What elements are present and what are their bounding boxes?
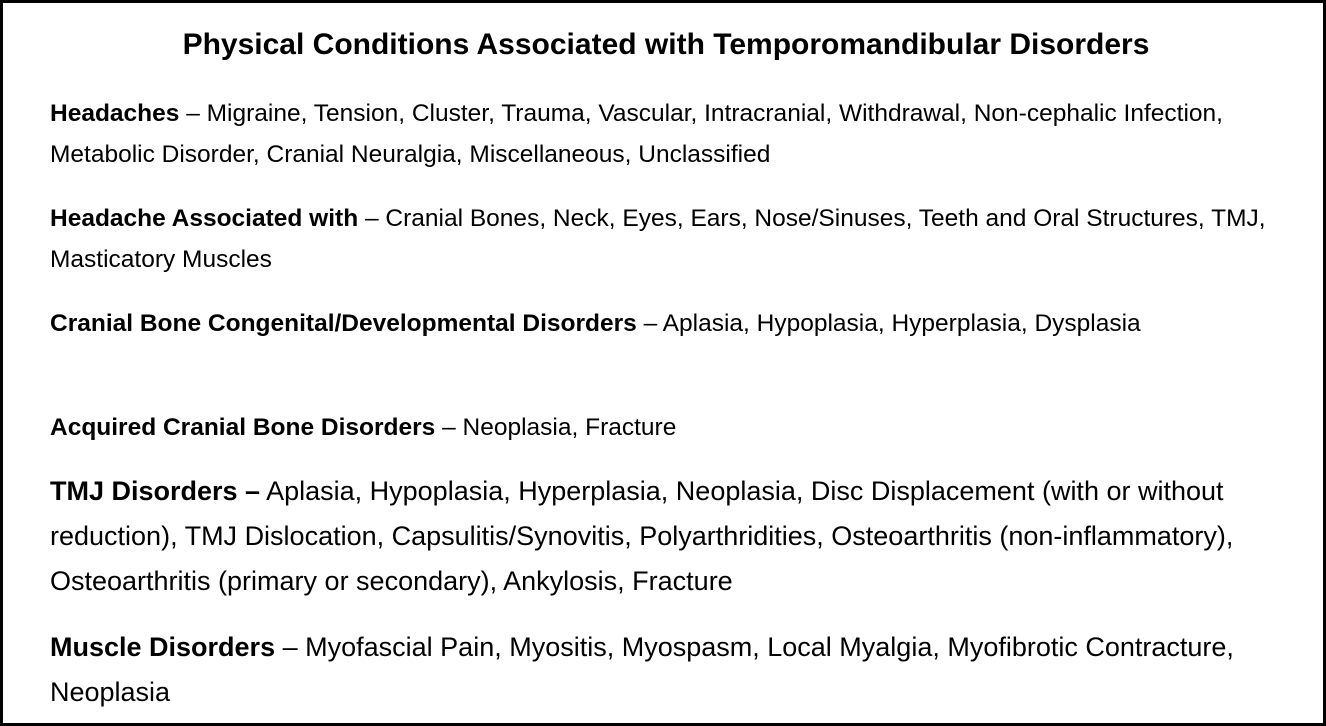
entry-separator: –	[358, 205, 386, 232]
entry-term: Muscle Disorders	[50, 632, 276, 662]
entry-headaches	[50, 93, 1305, 175]
entry-term: Headache Associated with	[50, 205, 359, 232]
entry-term: Headaches	[50, 100, 180, 127]
entry-text: Myofascial Pain, Myositis, Myospasm, Local Myalgia, Myofibrotic Contracture, Neoplasia	[50, 632, 1234, 707]
entry-term: Acquired Cranial Bone Disorders	[50, 414, 436, 441]
entry-tmj-disorders	[50, 469, 1305, 604]
entry-separator: –	[275, 632, 306, 662]
entry-text: Cranial Bones, Neck, Eyes, Ears, Nose/Sinuses, Teeth and Oral Structures, TMJ, Masticatory Muscles	[50, 205, 1266, 273]
entry-text: Aplasia, Hypoplasia, Hyperplasia, Neoplasia, Disc Displacement (with or without reduction), TMJ Dislocation, Capsulitis/Synovitis, Polyarthridities, Osteoarthritis (non-inflammatory), Osteoarthritis (primary or secondary), Ankylosis, Fracture	[50, 476, 1234, 596]
entry-separator: –	[636, 310, 663, 337]
entry-text: Neoplasia, Fracture	[462, 414, 677, 441]
entry-cranial-bone-congenital	[50, 303, 1305, 344]
entry-term: TMJ Disorders –	[50, 476, 261, 506]
entry-term: Cranial Bone Congenital/Developmental Disorders	[50, 310, 637, 337]
entry-text: Aplasia, Hypoplasia, Hyperplasia, Dysplasia	[662, 310, 1141, 337]
document-title: Physical Conditions Associated with Temporomandibular Disorders	[182, 28, 1150, 61]
entry-headache-associated	[50, 198, 1305, 280]
entry-text: Migraine, Tension, Cluster, Trauma, Vascular, Intracranial, Withdrawal, Non-cephalic Infection, Metabolic Disorder, Cranial Neuralgia, Miscellaneous, Unclassified	[50, 100, 1223, 168]
entry-separator: –	[435, 414, 463, 441]
entry-muscle-disorders	[50, 625, 1305, 715]
entry-acquired-cranial-bone	[50, 407, 1305, 448]
entry-separator: –	[179, 100, 207, 127]
